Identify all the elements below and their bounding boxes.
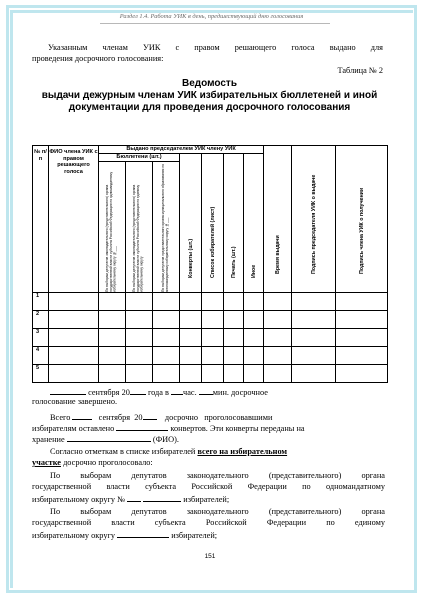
para-total-line-3: хранение (ФИО). <box>32 435 179 444</box>
para-marks-line-2: участке досрочно проголосовало: <box>32 458 153 467</box>
doc-title-1: Ведомость <box>182 78 237 89</box>
row-number: 2 <box>33 311 49 329</box>
table-row <box>33 329 388 347</box>
ballot-issue-table <box>32 145 388 383</box>
para-unified-line-3: избирательному округу избирателей; <box>32 531 218 540</box>
para-single-line-1: По выборам депутатов законодательного (представительного) органа <box>50 471 385 480</box>
col-header-sign-chair: Подпись председателя УИК о выдаче <box>292 146 336 293</box>
col-header-ballot-unified: По выборам депутатов законодательного (представительного) органа государственной власти субъекта Российской Федерации по единому избирательному округу <box>126 162 153 293</box>
header-rule <box>100 23 330 24</box>
table-row <box>33 311 388 329</box>
page-number: 151 <box>204 553 216 560</box>
row-number: 3 <box>33 329 49 347</box>
running-header: Раздел 1.4. Работа УИК в день, предшествующий дню голосования <box>119 13 304 20</box>
table-row <box>33 347 388 365</box>
doc-title-3: документации для проведения досрочного голосования <box>68 102 351 113</box>
row-number: 1 <box>33 293 49 311</box>
para-completion-line-2: голосование завершено. <box>32 397 118 406</box>
col-header-other: Иное <box>244 154 264 293</box>
col-header-fio: ФИО члена УИК с правом решающего голоса <box>49 146 99 293</box>
table-row <box>33 293 388 311</box>
para-total-line-2: избирателям оставлено конвертов. Эти конверты переданы на <box>32 424 305 433</box>
para-total-line-1: Всего сентября 20 досрочно проголосовавшими <box>50 413 273 422</box>
intro-line-2: проведения досрочного голосования: <box>32 54 164 63</box>
col-header-ballots: Бюллетени (шт.) <box>99 154 180 162</box>
para-marks-line-1: Согласно отметкам в списке избирателей всего на избирательном <box>50 447 288 456</box>
para-completion-line-1: сентября 20 года в час. мин. досрочное <box>50 386 385 399</box>
col-header-voter-list: Список избирателей (лист) <box>202 154 224 293</box>
intro-line-1: Указанным членам УИК с правом решающего голоса выдано для <box>48 43 383 52</box>
para-unified-line-1: По выборам депутатов законодательного (представительного) органа <box>50 507 385 516</box>
row-number: 5 <box>33 365 49 383</box>
table-row <box>33 365 388 383</box>
col-header-envelopes: Конверты (шт.) <box>180 154 202 293</box>
col-header-num: № п/п <box>33 146 49 293</box>
row-number: 4 <box>33 347 49 365</box>
para-single-line-3: избирательному округу № избирателей; <box>32 495 230 504</box>
col-header-time: Время выдачи <box>264 146 292 293</box>
col-header-seal: Печать (шт.) <box>224 154 244 293</box>
para-unified-line-2: государственной власти субъекта Российской Федерации по единому <box>32 518 385 527</box>
doc-title-2: выдачи дежурным членам УИК избирательных бюллетеней и иной <box>41 90 378 101</box>
table-label: Таблица № 2 <box>337 66 383 75</box>
col-header-issued: Выдано председателем УИК члену УИК <box>99 146 264 154</box>
para-single-line-2: государственной власти субъекта Российской Федерации по одномандатному <box>32 482 385 491</box>
col-header-ballot-single: По выборам депутатов законодательного (представительного) органа государственной власти субъекта Российской Федерации по одномандатному избирательному округу №___ <box>99 162 126 293</box>
col-header-ballot-municipal: По выборам депутатов представительного органа муниципального образования по многомандатному избирательному округу №___ <box>153 162 180 293</box>
col-header-sign-member: Подпись члена УИК о получении <box>336 146 388 293</box>
